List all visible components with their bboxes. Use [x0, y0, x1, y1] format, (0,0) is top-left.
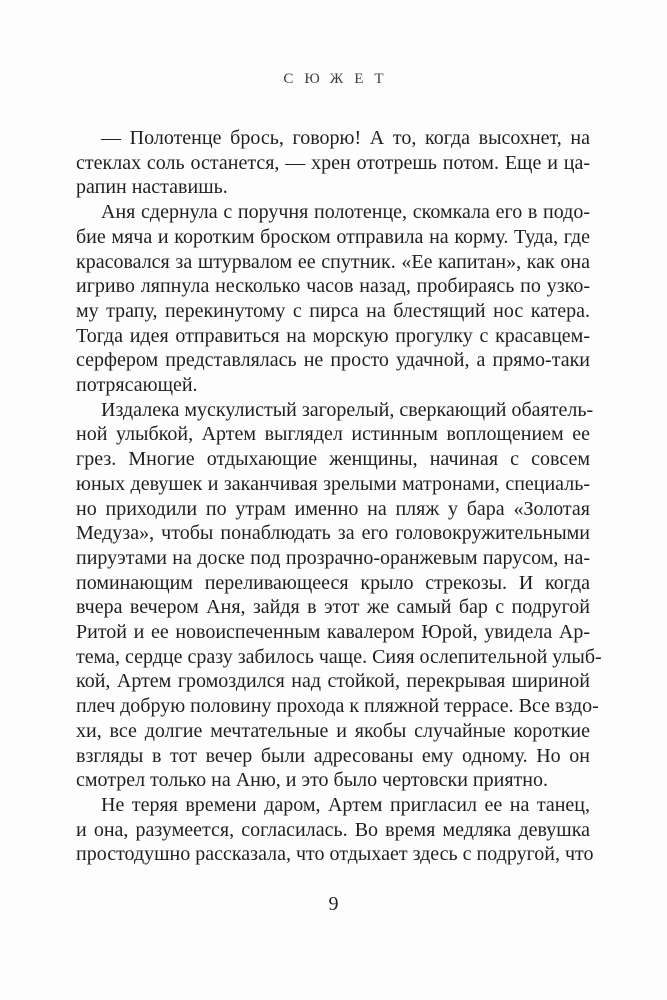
text-line: вчера вечером Аня, зайдя в этот же самый бар с подругой [76, 596, 590, 619]
text-line: Медуза», чтобы понаблюдать за его головокружительными [76, 522, 590, 545]
text-line: пируэтами на доске под прозрачно-оранжевым парусом, на- [76, 546, 590, 569]
text-line: серфером представлялась не просто удачной, а прямо-таки [76, 349, 590, 372]
paragraph [76, 126, 590, 200]
text-line: кой, Артем громоздился над стойкой, перекрывая шириной [76, 670, 590, 693]
text-line: взгляды в тот вечер были адресованы ему одному. Но он [76, 744, 590, 767]
text-line: хи, все долгие мечтательные и якобы случайные короткие [76, 719, 590, 742]
text-line: Ритой и ее новоиспеченным кавалером Юрой, увидела Ар- [76, 621, 590, 644]
text-line: потрясающей. [76, 374, 198, 397]
text-line: юных девушек и заканчивая зрелыми матронами, специаль- [76, 472, 590, 495]
running-head: СЮЖЕТ [283, 71, 395, 87]
text-line: красовался за штурвалом ее спутник. «Ее капитан», как она [76, 250, 590, 273]
text-line: бие мяча и коротким броском отправила на корму. Туда, где [76, 225, 590, 248]
paragraph [76, 200, 590, 398]
text-line: Аня сдернула с поручня полотенце, скомкала его в подо- [101, 201, 590, 224]
text-line: му трапу, перекинутому с пирса на блестящий нос катера. [76, 299, 590, 322]
text-line: простодушно рассказала, что отдыхает здесь с подругой, что [76, 843, 594, 866]
page-number: 9 [328, 893, 339, 915]
text-line: Не теряя времени даром, Артем пригласил ее на танец, [101, 793, 590, 816]
text-line: тема, сердце сразу забилось чаще. Сияя ослепительной улыб- [76, 645, 602, 668]
text-line: Тогда идея отправиться на морскую прогулку с красавцем- [76, 324, 590, 347]
paragraph [76, 793, 594, 867]
text-line: стеклах соль останется, — хрен ототрешь потом. Еще и ца- [76, 151, 590, 174]
text-line: Издалека мускулистый загорелый, сверкающий обаятель- [101, 398, 594, 421]
text-block [76, 126, 602, 867]
paragraph [76, 398, 602, 793]
text-line: но приходили по утрам именно на пляж у бара «Золотая [76, 497, 590, 520]
text-line: рапин наставишь. [76, 176, 228, 199]
text-line: поминающим переливающееся крыло стрекозы. И когда [76, 571, 590, 594]
text-line: плеч добрую половину прохода к пляжной террасе. Все вздо- [76, 695, 599, 718]
text-line: игриво ляпнула несколько часов назад, пробираясь по узко- [76, 275, 590, 298]
text-line: — Полотенце брось, говорю! А то, когда высохнет, на [101, 127, 590, 149]
text-line: и она, разумеется, согласилась. Во время медляка девушка [76, 818, 590, 841]
text-line: грез. Многие отдыхающие женщины, начиная с совсем [76, 448, 590, 471]
text-line: ной улыбкой, Артем выглядел истинным воплощением ее [76, 423, 590, 446]
text-line: смотрел только на Аню, и это было чертовски приятно. [76, 769, 548, 792]
